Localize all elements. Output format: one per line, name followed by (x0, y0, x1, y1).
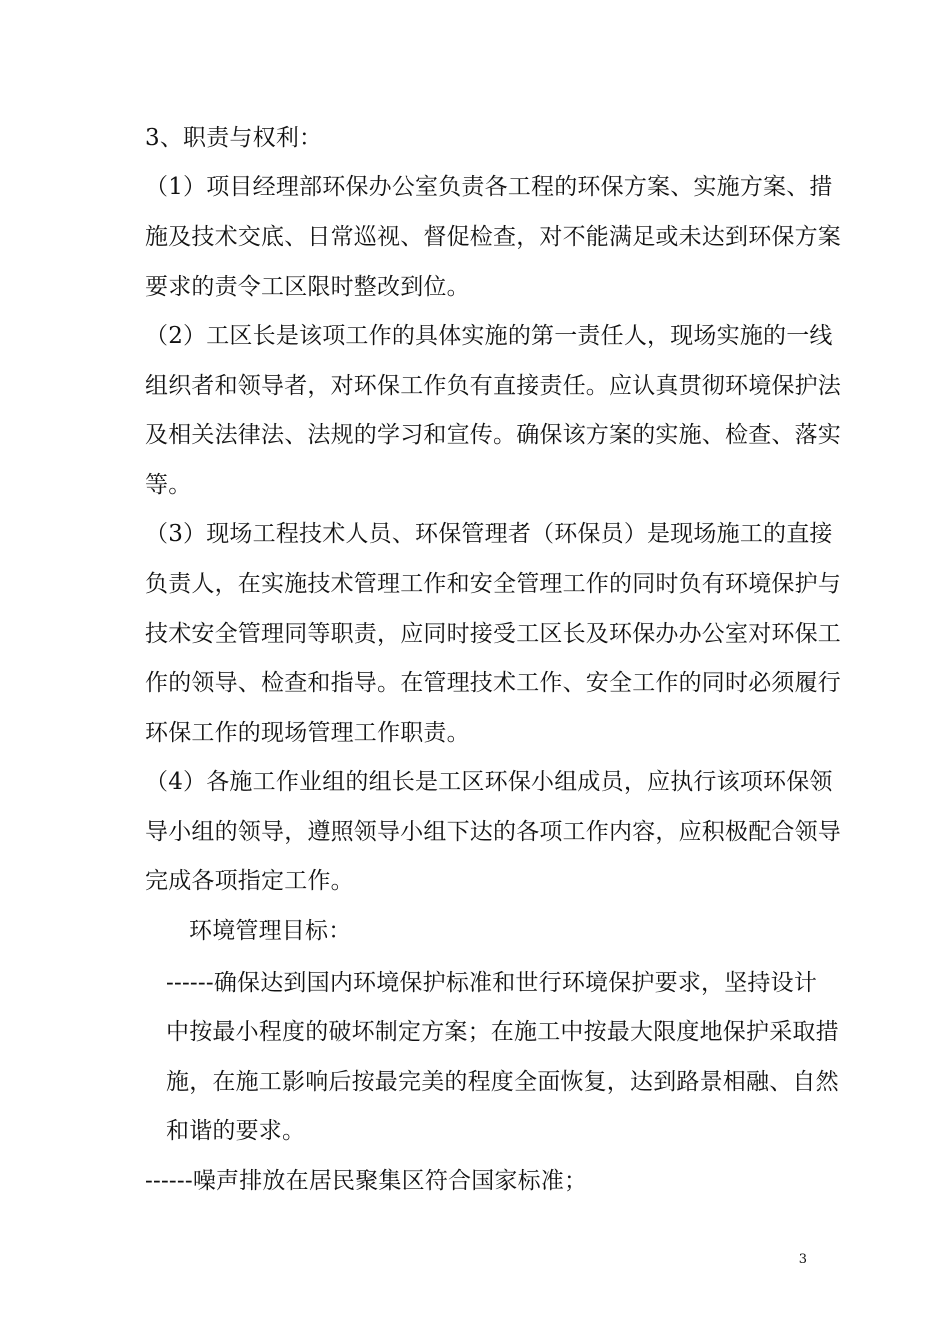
goal2-line1: ------噪声排放在居民聚集区符合国家标准； (145, 1168, 588, 1194)
item3-line2: 负责人，在实施技术管理工作和安全管理工作的同时负有环境保护与 (145, 571, 841, 597)
item2-line2: 组织者和领导者，对环保工作负有直接责任。应认真贯彻环境保护法 (145, 373, 841, 399)
item2-line1: （2）工区长是该项工作的具体实施的第一责任人，现场实施的一线 (145, 323, 833, 349)
section-heading: 3、职责与权利： (145, 125, 323, 151)
item3-line4: 作的领导、检查和指导。在管理技术工作、安全工作的同时必须履行 (145, 670, 841, 696)
item3-line1: （3）现场工程技术人员、环保管理者（环保员）是现场施工的直接 (145, 521, 833, 547)
item4-line2: 导小组的领导，遵照领导小组下达的各项工作内容，应积极配合领导 (145, 819, 841, 845)
item3-line3: 技术安全管理同等职责，应同时接受工区长及环保办办公室对环保工 (145, 621, 841, 647)
goal1-line1: ------确保达到国内环境保护标准和世行环境保护要求，坚持设计 (166, 970, 818, 996)
item1-line3: 要求的责令工区限时整改到位。 (145, 274, 470, 300)
item3-line5: 环保工作的现场管理工作职责。 (145, 720, 470, 746)
item4-line1: （4）各施工作业组的组长是工区环保小组成员，应执行该项环保领 (145, 769, 833, 795)
goal1-line3: 施，在施工影响后按最完美的程度全面恢复，达到路景相融、自然 (166, 1069, 839, 1095)
goals-heading: 环境管理目标： (189, 918, 352, 944)
item4-line3: 完成各项指定工作。 (145, 868, 354, 894)
item1-line1: （1）项目经理部环保办公室负责各工程的环保方案、实施方案、措 (145, 174, 833, 200)
page-number: 3 (798, 1252, 807, 1267)
goal1-line4: 和谐的要求。 (166, 1118, 306, 1144)
item1-line2: 施及技术交底、日常巡视、督促检查，对不能满足或未达到环保方案 (145, 224, 841, 250)
item2-line4: 等。 (145, 472, 192, 498)
item2-line3: 及相关法律法、法规的学习和宣传。确保该方案的实施、检查、落实 (145, 422, 841, 448)
goal1-line2: 中按最小程度的破坏制定方案；在施工中按最大限度地保护采取措 (166, 1019, 839, 1045)
